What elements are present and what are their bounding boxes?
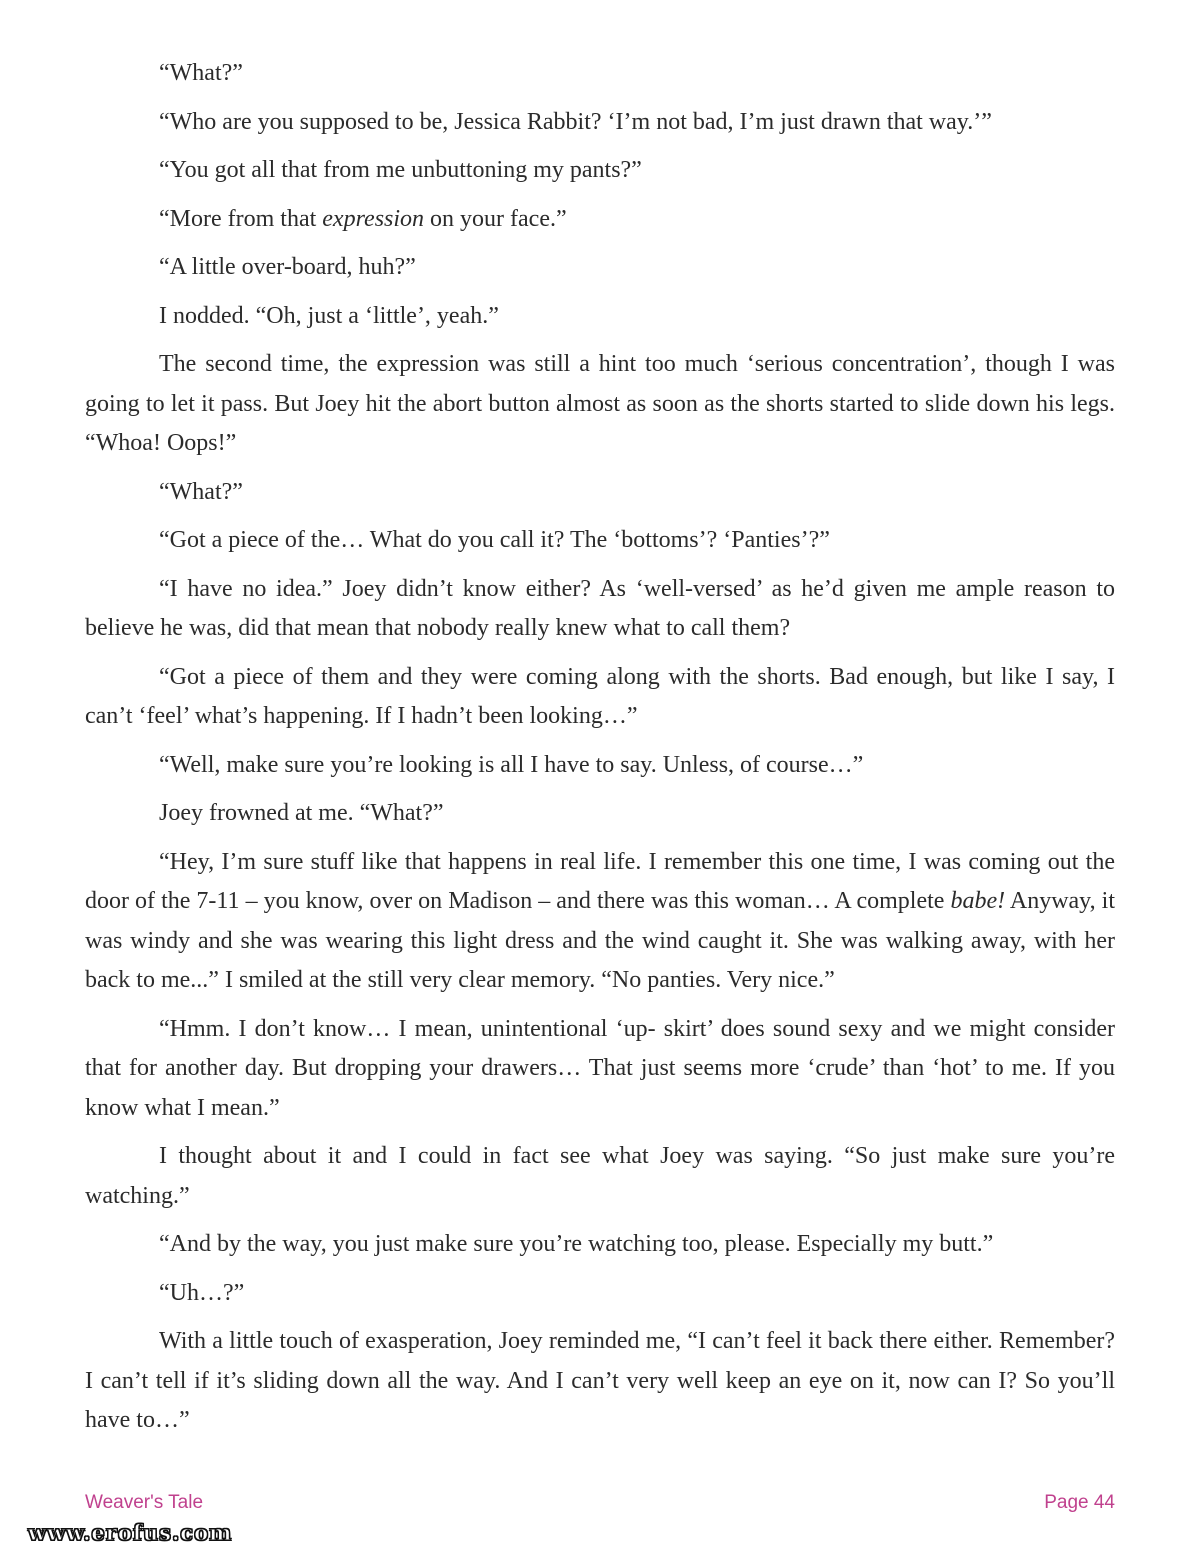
paragraph: I nodded. “Oh, just a ‘little’, yeah.” [159,302,499,329]
footer-page-number: Page 44 [1044,1492,1115,1513]
page-body [85,54,1115,1450]
paragraph: “A little over-board, huh?” [159,254,416,280]
paragraph: “Who are you supposed to be, Jessica Rabbit? ‘I’m not bad, I’m just drawn that way.’” [159,108,992,135]
paragraph: “Uh…?” [159,1279,245,1306]
paragraph: With a little touch of exasperation, Joey reminded me, “I can’t feel it back there either. Remember? I can’t tell if it’s sliding down all the way. And I can’t very well keep an eye on it, now can I? So you’ll have to…” [85,1328,1115,1433]
paragraph: “What?” [159,478,243,505]
page-footer [85,1492,1115,1520]
paragraph: Joey frowned at me. “What?” [159,800,444,826]
paragraph-text: Anyway, it was windy and she was wearing this light dress and the wind caught it. She was walking away, with her back to me...” I smiled at the still very clear memory. “No panties. Very nice.” [85,888,1115,993]
paragraph: “Got a piece of the… What do you call it? The ‘bottoms’? ‘Panties’?” [159,527,830,553]
paragraph: “And by the way, you just make sure you’re watching too, please. Especially my butt.” [159,1231,994,1257]
footer-book-title: Weaver's Tale [85,1492,204,1513]
paragraph: “I have no idea.” Joey didn’t know either? As ‘well-versed’ as he’d given me ample reason to believe he was, did that mean that nobody really knew what to call them? [85,575,1115,641]
paragraph: “You got all that from me unbuttoning my pants?” [159,157,642,183]
paragraph: “Well, make sure you’re looking is all I have to say. Unless, of course…” [159,751,864,778]
emphasis-text: babe! [950,888,1006,914]
watermark: www.erofus.com [28,1520,233,1545]
paragraph: “Hmm. I don’t know… I mean, unintentional ‘up- skirt’ does sound sexy and we might consider that for another day. But dropping your drawers… That just seems more ‘crude’ than ‘hot’ to me. If you know what I mean.” [85,1015,1115,1121]
paragraph: I thought about it and I could in fact see what Joey was saying. “So just make sure you’re watching.” [85,1143,1115,1209]
paragraph: “Got a piece of them and they were coming along with the shorts. Bad enough, but like I say, I can’t ‘feel’ what’s happening. If I hadn’t been looking…” [85,663,1115,729]
paragraph-text: “More from that [159,205,323,232]
emphasis-text: expression [322,205,425,232]
paragraph-text: on your face.” [424,205,567,232]
paragraph: The second time, the expression was still a hint too much ‘serious concentration’, though I was going to let it pass. But Joey hit the abort button almost as soon as the shorts started to slide down his legs. “Whoa! Oops!” [85,351,1115,456]
paragraph: “What?” [159,60,243,86]
paragraph-text: “Hey, I’m sure stuff like that happens in real life. I remember this one time, I was coming out the door of the 7-11 – you know, over on Madison – and there was this woman… A complete [85,848,1115,914]
paragraph [85,843,1115,1001]
paragraph [85,200,1115,240]
